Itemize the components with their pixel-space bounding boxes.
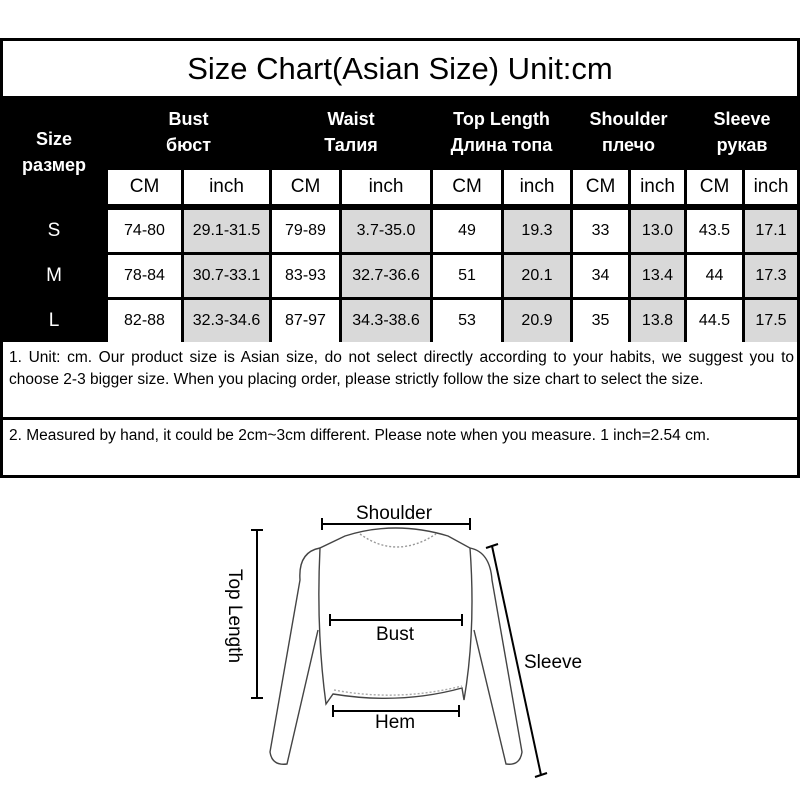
inch-value-cell: 29.1-31.5 <box>184 210 269 252</box>
size-label: L <box>3 300 105 342</box>
neckline-stitch <box>360 534 436 547</box>
cm-value-cell: 34 <box>573 255 628 297</box>
column-header-1 <box>272 99 430 167</box>
column-header-en: Shoulder <box>589 109 668 130</box>
chart-title: Size Chart(Asian Size) Unit:cm <box>3 41 797 96</box>
column-header-ru: плечо <box>601 135 656 155</box>
column-header-ru: бюст <box>165 135 212 155</box>
unit-cm-header: CM <box>433 170 501 204</box>
cm-value-cell: 82-88 <box>108 300 181 342</box>
cm-value-cell: 87-97 <box>272 300 339 342</box>
column-header-en: Sleeve <box>713 109 771 130</box>
unit-inch-header: inch <box>745 170 797 204</box>
unit-inch-header: inch <box>631 170 684 204</box>
unit-inch-header: inch <box>504 170 570 204</box>
cm-value-cell: 43.5 <box>687 210 742 252</box>
column-header-0 <box>108 99 269 167</box>
column-header-2 <box>433 99 570 167</box>
cm-value-cell: 44.5 <box>687 300 742 342</box>
hem-label: Hem <box>375 712 416 733</box>
unit-cm-header: CM <box>687 170 742 204</box>
inch-value-cell: 20.1 <box>504 255 570 297</box>
unit-cm-header: CM <box>108 170 181 204</box>
top-length-label: Top Length <box>224 568 246 664</box>
inch-value-cell: 30.7-33.1 <box>184 255 269 297</box>
inch-value-cell: 17.3 <box>745 255 797 297</box>
inch-value-cell: 32.3-34.6 <box>184 300 269 342</box>
cm-value-cell: 74-80 <box>108 210 181 252</box>
cm-value-cell: 49 <box>433 210 501 252</box>
right-sleeve-outline <box>470 548 522 764</box>
column-header-ru: рукав <box>716 135 768 155</box>
unit-inch-header: inch <box>184 170 269 204</box>
unit-cm-header: CM <box>272 170 339 204</box>
cm-value-cell: 51 <box>433 255 501 297</box>
inch-value-cell: 32.7-36.6 <box>342 255 430 297</box>
shoulder-label: Shoulder <box>356 503 433 524</box>
size-header-ru: размер <box>21 155 87 175</box>
column-header-3 <box>573 99 684 167</box>
note-2: 2. Measured by hand, it could be 2cm~3cm different. Please note when you measure. 1 inch=2.54 cm. <box>3 420 797 475</box>
left-sleeve-outline <box>270 548 320 764</box>
cm-value-cell: 78-84 <box>108 255 181 297</box>
garment-body-outline <box>319 528 472 704</box>
cm-value-cell: 83-93 <box>272 255 339 297</box>
inch-value-cell: 13.8 <box>631 300 684 342</box>
inch-value-cell: 13.4 <box>631 255 684 297</box>
bust-label: Bust <box>376 624 415 645</box>
cm-value-cell: 35 <box>573 300 628 342</box>
cm-value-cell: 44 <box>687 255 742 297</box>
inch-value-cell: 34.3-38.6 <box>342 300 430 342</box>
column-header-ru: Длина топа <box>450 135 553 155</box>
unit-cm-header: CM <box>573 170 628 204</box>
inch-value-cell: 19.3 <box>504 210 570 252</box>
column-header-en: Bust <box>168 109 209 130</box>
cm-value-cell: 79-89 <box>272 210 339 252</box>
column-header-ru: Талия <box>324 135 378 155</box>
measurement-diagram <box>0 490 800 800</box>
size-chart-table <box>0 38 800 478</box>
inch-value-cell: 17.5 <box>745 300 797 342</box>
hem-stitch <box>334 686 462 695</box>
cm-value-cell: 53 <box>433 300 501 342</box>
column-header-4 <box>687 99 797 167</box>
size-label: M <box>3 255 105 297</box>
column-header-en: Waist <box>327 109 375 130</box>
inch-value-cell: 13.0 <box>631 210 684 252</box>
cm-value-cell: 33 <box>573 210 628 252</box>
unit-inch-header: inch <box>342 170 430 204</box>
inch-value-cell: 3.7-35.0 <box>342 210 430 252</box>
size-header-en: Size <box>35 129 73 150</box>
inch-value-cell: 17.1 <box>745 210 797 252</box>
note-1: 1. Unit: cm. Our product size is Asian size, do not select directly according to your habits, we suggest you to choose 2-3 bigger size. When you placing order, please strictly follow the size chart to select the size. <box>3 342 797 417</box>
sleeve-label: Sleeve <box>524 652 583 673</box>
column-header-en: Top Length <box>453 109 550 130</box>
size-label: S <box>3 210 105 252</box>
size-column-header <box>3 99 105 207</box>
inch-value-cell: 20.9 <box>504 300 570 342</box>
